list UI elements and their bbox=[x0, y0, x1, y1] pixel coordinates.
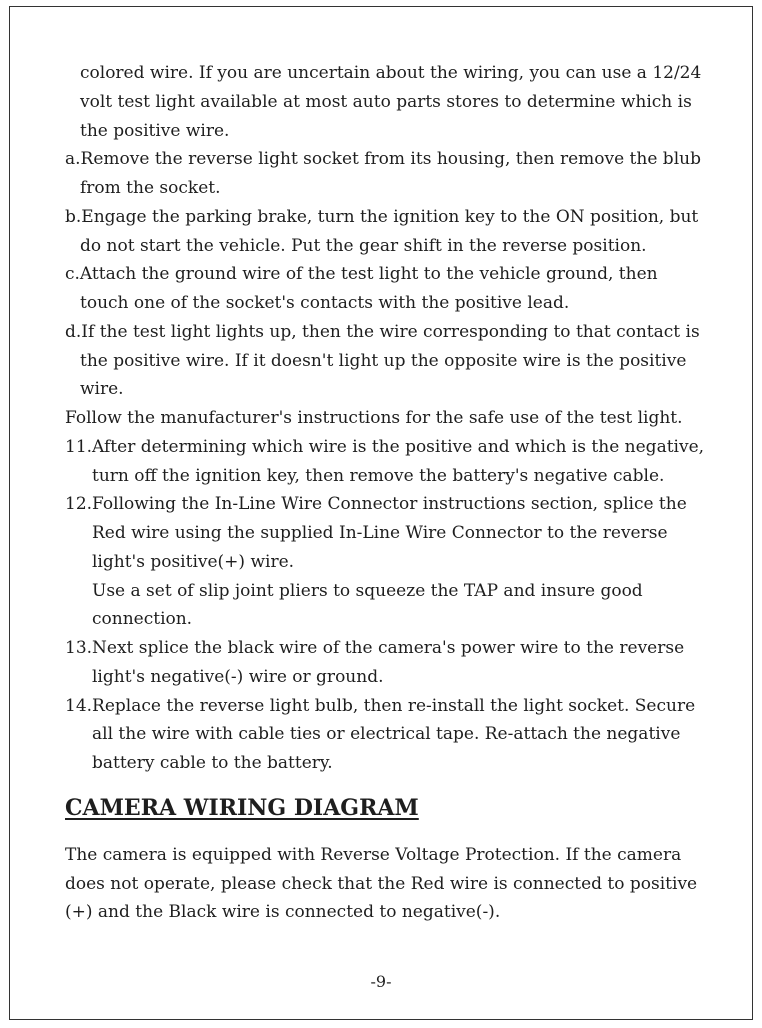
text-line: touch one of the socket's contacts with the positive lead. bbox=[80, 293, 570, 313]
step-14: 14.Replace the reverse light bulb, then re-install the light socket. Secure bbox=[65, 696, 696, 716]
text-line: does not operate, please check that the Red wire is connected to positive bbox=[65, 874, 698, 894]
section-heading: CAMERA WIRING DIAGRAM bbox=[65, 795, 419, 821]
text-line: turn off the ignition key, then remove the battery's negative cable. bbox=[92, 466, 665, 486]
step-b: b.Engage the parking brake, turn the ignition key to the ON position, but bbox=[65, 207, 699, 227]
text-line: volt test light available at most auto parts stores to determine which is bbox=[80, 92, 692, 112]
text-line: battery cable to the battery. bbox=[92, 753, 333, 773]
text-line: all the wire with cable ties or electrical tape. Re-attach the negative bbox=[92, 724, 681, 744]
step-11: 11.After determining which wire is the positive and which is the negative, bbox=[65, 437, 705, 457]
text-line: wire. bbox=[80, 379, 124, 399]
note-line: Follow the manufacturer's instructions for the safe use of the test light. bbox=[65, 408, 683, 428]
text-line: the positive wire. If it doesn't light up the opposite wire is the positive bbox=[80, 351, 687, 371]
text-line: do not start the vehicle. Put the gear shift in the reverse position. bbox=[80, 236, 647, 256]
step-a: a.Remove the reverse light socket from its housing, then remove the blub bbox=[65, 149, 701, 169]
text-line: Red wire using the supplied In-Line Wire Connector to the reverse bbox=[92, 523, 668, 543]
text-line: the positive wire. bbox=[80, 121, 230, 141]
step-c: c.Attach the ground wire of the test light to the vehicle ground, then bbox=[65, 264, 658, 284]
text-line: connection. bbox=[92, 609, 193, 629]
step-12: 12.Following the In-Line Wire Connector instructions section, splice the bbox=[65, 494, 687, 514]
text-line: light's positive(+) wire. bbox=[92, 552, 295, 572]
text-line: colored wire. If you are uncertain about the wiring, you can use a 12/24 bbox=[80, 63, 702, 83]
step-13: 13.Next splice the black wire of the camera's power wire to the reverse bbox=[65, 638, 685, 658]
page-number: -9- bbox=[370, 972, 392, 991]
text-line: from the socket. bbox=[80, 178, 221, 198]
text-line: (+) and the Black wire is connected to negative(-). bbox=[65, 902, 501, 922]
text-line: Use a set of slip joint pliers to squeeze the TAP and insure good bbox=[92, 581, 643, 601]
step-d: d.If the test light lights up, then the wire corresponding to that contact is bbox=[65, 322, 700, 342]
text-line: The camera is equipped with Reverse Voltage Protection. If the camera bbox=[65, 845, 682, 865]
text-line: light's negative(-) wire or ground. bbox=[92, 667, 384, 687]
